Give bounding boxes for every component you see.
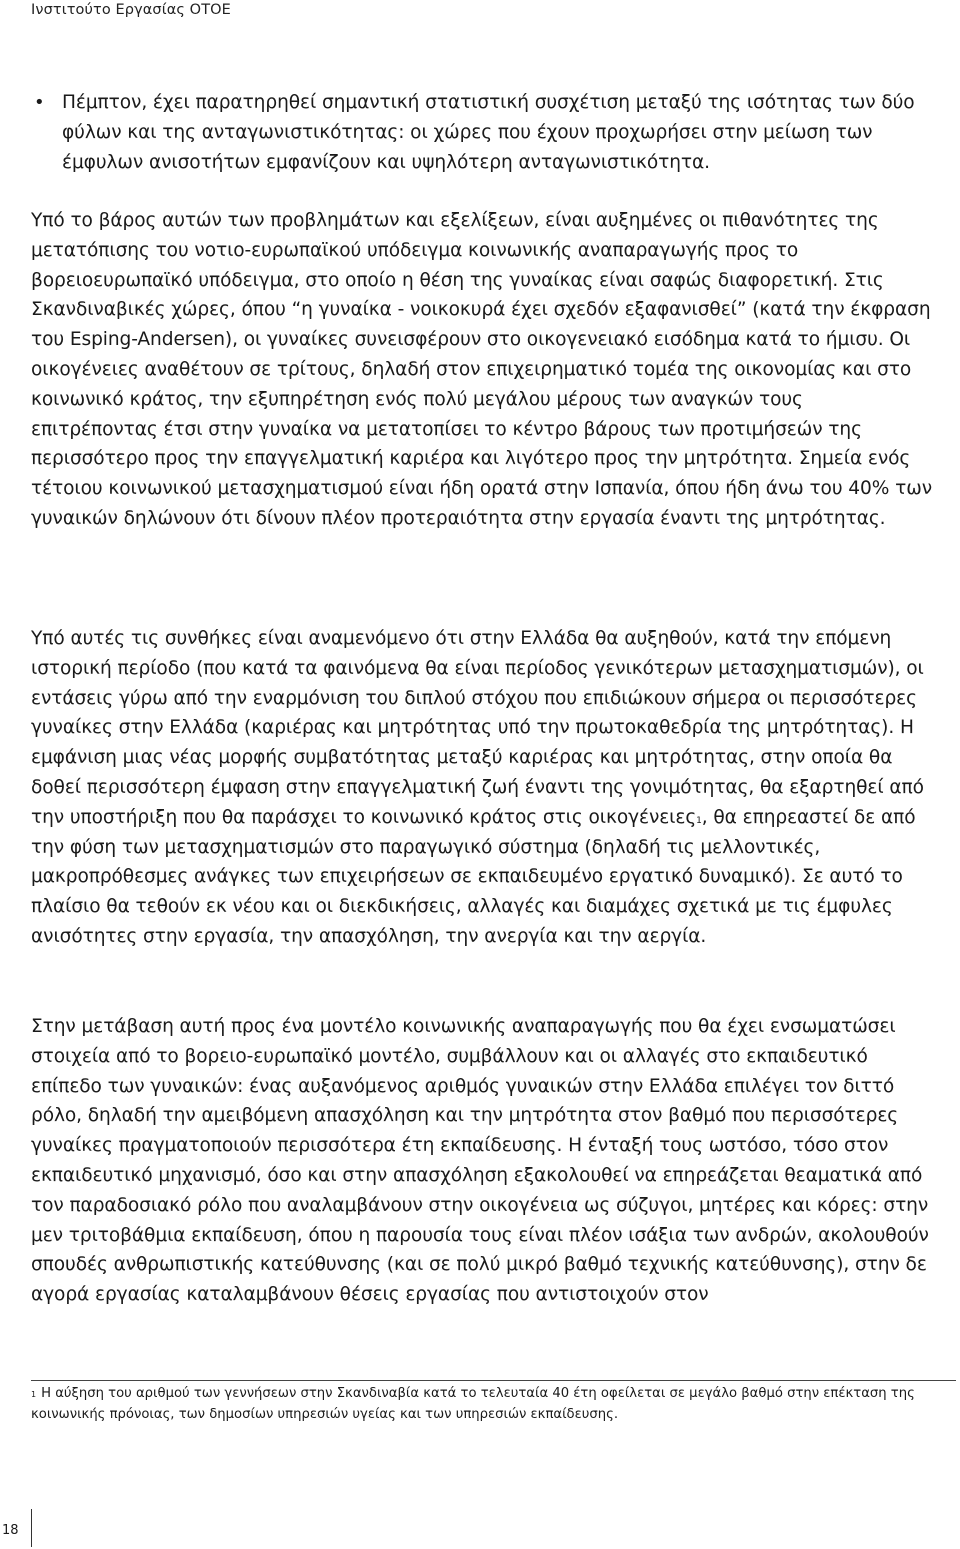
page-header: Ινστιτούτο Εργασίας ΟΤΟΕ bbox=[31, 2, 231, 18]
paragraph-2-part-2: , θα επηρεαστεί δε από την φύση των μετασχηματισμών στο παραγωγικό σύστημα (δηλαδή τις μελλοντικές, μακροπρόθεσμες ανάγκες των επιχειρήσεων σε εκπαιδευμένο εργατικό δυναμικό). Σε αυτό το πλαίσιο θα τεθούν εκ νέου και οι διεκδικήσεις, αλλαγές και διαμάχες σχετικά με τις έμφυλες ανισότητες στην εργασία, την απασχόληση, την ανεργία και την αεργία. bbox=[31, 806, 916, 947]
page-number-divider bbox=[31, 1509, 32, 1547]
footnote-divider bbox=[31, 1380, 956, 1381]
footnote bbox=[31, 1383, 951, 1425]
paragraph-2-part-1: Υπό αυτές τις συνθήκες είναι αναμενόμενο ότι στην Ελλάδα θα αυξηθούν, κατά την επόμενη ιστορική περίοδο (που κατά τα φαινόμενα θα είναι περίοδος γενικότερων μετασχηματισμών), οι εντάσεις γύρω από την εναρμόνιση του διπλού στόχου που επιδιώκουν σήμερα οι περισσότερες γυναίκες στην Ελλάδα (καριέρας και μητρότητας υπό την πρωτοκαθεδρία της μητρότητας). Η εμφάνιση μιας νέας μορφής συμβατότητας μεταξύ καριέρας και μητρότητας, στην οποία θα δοθεί περισσότερη έμφαση στην επαγγελματική ζωή έναντι της γονιμότητας, θα εξαρτηθεί από την υποστήριξη που θα παράσχει το κοινωνικό κράτος στις οικογένειες bbox=[31, 628, 924, 828]
paragraph-3: Στην μετάβαση αυτή προς ένα μοντέλο κοινωνικής αναπαραγωγής που θα έχει ενσωματώσει στοιχεία από το βορειο-ευρωπαϊκό μοντέλο, συμβάλλουν και οι αλλαγές στο εκπαιδευτικό επίπεδο των γυναικών: ένας αυξανόμενος αριθμός γυναικών στην Ελλάδα επιλέγει τον διττό ρόλο, δηλαδή την αμειβόμενη απασχόληση και την μητρότητα στον βαθμό που περισσότερες γυναίκες πραγματοποιούν περισσότερα έτη εκπαίδευσης. Η ένταξή τους ωστόσο, τόσο στον εκπαιδευτικό μηχανισμό, όσο και στην απασχόληση εξακολουθεί να επηρεάζεται θεαματικά από τον παραδοσιακό ρόλο που αναλαμβάνουν στην οικογένεια ως σύζυγοι, μητέρες και κόρες: στην μεν τριτοβάθμια εκπαίδευση, όπου η παρουσία τους είναι πλέον ισάξια των ανδρών, ακολουθούν σπουδές ανθρωπιστικής κατεύθυνσης (και σε πολύ μικρό βαθμό τεχνικής κατεύθυνσης), στην δε αγορά εργασίας καταλαμβάνουν θέσεις εργασίας που αντιστοιχούν στον bbox=[31, 1016, 929, 1306]
bullet-text: Πέμπτον, έχει παρατηρηθεί σημαντική στατιστική συσχέτιση μεταξύ της ισότητας των δύο φύλων και της ανταγωνιστικότητας: οι χώρες που έχουν προχωρήσει στην μείωση των έμφυλων ανισοτήτων εμφανίζουν και υψηλότερη ανταγωνιστικότητα. bbox=[62, 92, 915, 173]
page-number: 18 bbox=[2, 1523, 19, 1538]
paragraph-2 bbox=[31, 624, 935, 952]
footnote-number: 1 bbox=[31, 1390, 37, 1399]
footnote-reference[interactable]: 1 bbox=[696, 815, 702, 826]
footnote-text: Η αύξηση του αριθμού των γεννήσεων στην Σκανδιναβία κατά το τελευταία 40 έτη οφείλεται σε μεγάλο βαθμό στην επέκταση της κοινωνικής πρόνοιας, των δημοσίων υπηρεσιών υγείας και των υπηρεσιών εκπαίδευσης. bbox=[31, 1386, 915, 1422]
paragraph-1: Υπό το βάρος αυτών των προβλημάτων και εξελίξεων, είναι αυξημένες οι πιθανότητες της μετατόπισης του νοτιο-ευρωπαϊκού υπόδειγμα κοινωνικής αναπαραγωγής προς το βορειοευρωπαϊκό υπόδειγμα, στο οποίο η θέση της γυναίκας είναι σαφώς διαφορετική. Στις Σκανδιναβικές χώρες, όπου “η γυναίκα - νοικοκυρά έχει σχεδόν εξαφανισθεί” (κατά την έκφραση του Esping-Andersen), οι γυναίκες συνεισφέρουν στο οικογενειακό εισόδημα κατά το ήμισυ. Οι οικογένειες αναθέτουν σε τρίτους, δηλαδή στον επιχειρηματικό τομέα της οικονομίας και στο κοινωνικό κράτος, την εξυπηρέτηση ενός πολύ μεγάλου μέρους των αναγκών τους επιτρέποντας έτσι στην γυναίκα να μετατοπίσει το κέντρο βάρους των προτιμήσεών της περισσότερο προς την επαγγελματική καριέρα και λιγότερο προς την μητρότητα. Σημεία ενός τέτοιου κοινωνικού μετασχηματισμού είναι ήδη ορατά στην Ισπανία, όπου ήδη άνω του 40% των γυναικών δηλώνουν ότι δίνουν πλέον προτεραιότητα στην εργασία έναντι της μητρότητας. bbox=[31, 210, 932, 529]
bullet-item bbox=[32, 88, 932, 177]
bullet-icon: • bbox=[34, 92, 45, 113]
